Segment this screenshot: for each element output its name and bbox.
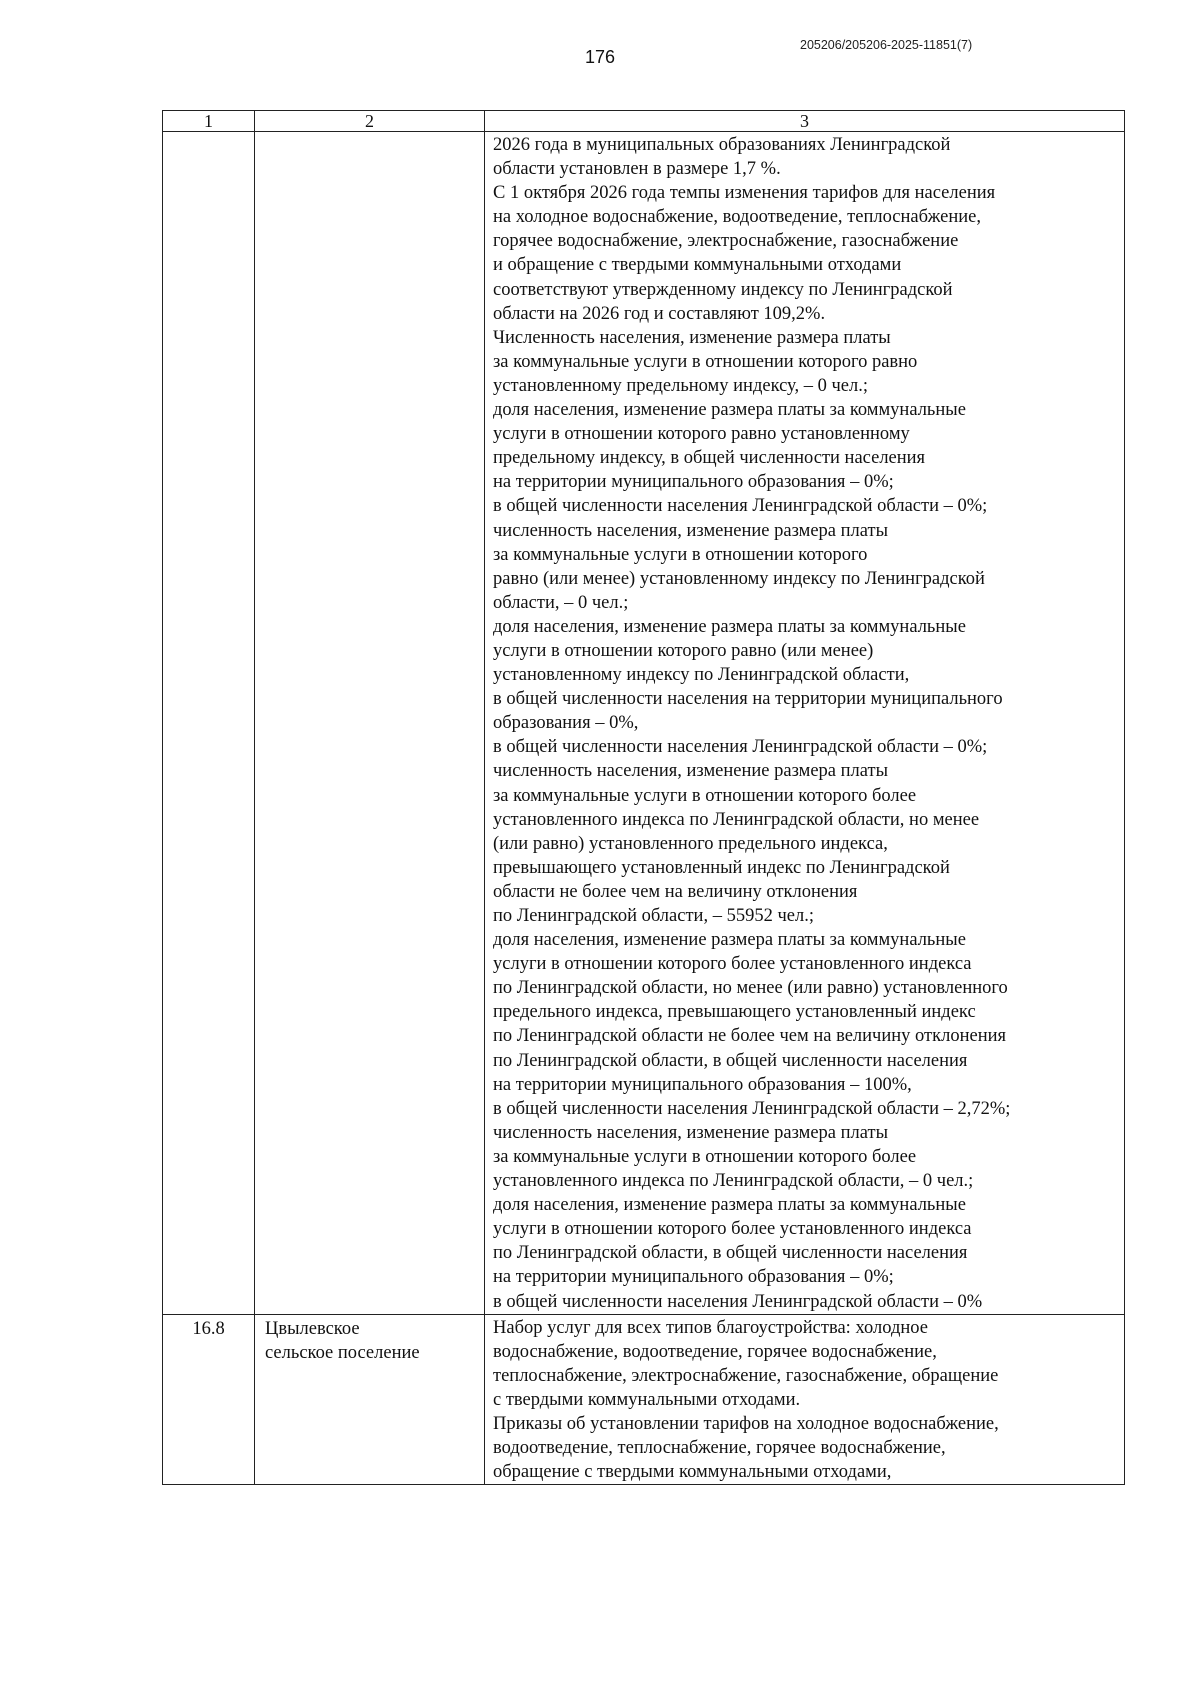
description-line: по Ленинградской области, в общей численности населения — [493, 1243, 968, 1264]
municipality-name-line: Цвылевское — [265, 1318, 360, 1339]
description-line: 2026 года в муниципальных образованиях Ленинградской — [493, 135, 951, 155]
description-line: соответствуют утвержденному индексу по Ленинградской — [493, 279, 953, 300]
row-number-cell — [163, 132, 255, 1315]
description-line: горячее водоснабжение, электроснабжение, газоснабжение — [493, 231, 959, 252]
description-line: за коммунальные услуги в отношении которого равно — [493, 351, 918, 372]
description-line: равно (или менее) установленному индексу по Ленинградской — [493, 568, 985, 589]
description-line: области, – 0 чел.; — [493, 592, 629, 613]
table-header-row — [163, 111, 1125, 132]
description-line: предельному индексу, в общей численности населения — [493, 448, 926, 469]
description-line: (или равно) установленного предельного индекса, — [493, 833, 888, 854]
description-cell — [485, 1314, 1125, 1485]
description-line: Приказы об установлении тарифов на холодное водоснабжение, — [493, 1413, 999, 1434]
description-line: Набор услуг для всех типов благоустройства: холодное — [493, 1317, 928, 1338]
description-line: в общей численности населения Ленинградской области – 2,72%; — [493, 1098, 1011, 1119]
description-line: доля населения, изменение размера платы за коммунальные — [493, 616, 966, 637]
description-line: услуги в отношении которого более установленного индекса — [493, 954, 972, 975]
header-col-3: 3 — [485, 111, 1125, 132]
document-code: 205206/205206-2025-11851(7) — [800, 38, 973, 52]
description-line: области на 2026 год и составляют 109,2%. — [493, 303, 826, 324]
municipality-name-cell — [255, 132, 485, 1315]
description-line: установленному предельному индексу, – 0 чел.; — [493, 375, 868, 396]
description-line: установленному индексу по Ленинградской области, — [493, 665, 910, 686]
table-body — [163, 132, 1125, 1485]
description-line: доля населения, изменение размера платы за коммунальные — [493, 1195, 966, 1216]
description-line: образования – 0%, — [493, 713, 639, 734]
row-number-cell — [163, 1314, 255, 1485]
description-line: услуги в отношении которого более установленного индекса — [493, 1219, 972, 1240]
description-line: численность населения, изменение размера платы — [493, 520, 888, 541]
description-line: и обращение с твердыми коммунальными отходами — [493, 255, 902, 276]
description-line: водоотведение, теплоснабжение, горячее водоснабжение, — [493, 1438, 946, 1459]
description-line: в общей численности населения Ленинградской области – 0%; — [493, 496, 988, 517]
description-line: с твердыми коммунальными отходами. — [493, 1389, 801, 1410]
description-line: на территории муниципального образования – 0%; — [493, 472, 894, 493]
row-number — [163, 132, 254, 134]
description-line: теплоснабжение, электроснабжение, газоснабжение, обращение — [493, 1365, 999, 1386]
description-text — [485, 132, 1124, 1314]
description-line: по Ленинградской области, в общей численности населения — [493, 1050, 968, 1071]
description-line: численность населения, изменение размера платы — [493, 1122, 888, 1143]
description-line: обращение с твердыми коммунальными отходами, — [493, 1462, 892, 1483]
description-line: превышающего установленный индекс по Ленинградской — [493, 857, 950, 878]
description-line: по Ленинградской области, но менее (или равно) установленного — [493, 978, 1008, 999]
description-line: за коммунальные услуги в отношении которого — [493, 544, 868, 565]
description-cell — [485, 132, 1125, 1315]
description-line: услуги в отношении которого равно установленному — [493, 424, 910, 445]
description-line: области установлен в размере 1,7 %. — [493, 159, 781, 180]
description-text — [485, 1315, 1124, 1485]
description-line: доля населения, изменение размера платы за коммунальные — [493, 930, 966, 951]
description-line: за коммунальные услуги в отношении которого более — [493, 785, 917, 806]
description-line: в общей численности населения Ленинградской области – 0%; — [493, 737, 988, 758]
municipality-name — [255, 132, 484, 134]
description-line: области не более чем на величину отклонения — [493, 881, 858, 902]
description-line: установленного индекса по Ленинградской области, но менее — [493, 809, 980, 830]
municipality-name — [255, 1315, 484, 1365]
description-line: на территории муниципального образования – 100%, — [493, 1074, 912, 1095]
municipality-name-line: сельское поселение — [265, 1342, 420, 1363]
header-col-1: 1 — [163, 111, 255, 132]
page-number: 176 — [584, 47, 616, 67]
table-row — [163, 1314, 1125, 1485]
header-col-2: 2 — [255, 111, 485, 132]
row-number: 16.8 — [192, 1318, 225, 1339]
description-line: численность населения, изменение размера платы — [493, 761, 888, 782]
description-line: Численность населения, изменение размера платы — [493, 327, 891, 348]
description-line: на территории муниципального образования – 0%; — [493, 1267, 894, 1288]
description-line: установленного индекса по Ленинградской области, – 0 чел.; — [493, 1171, 974, 1192]
description-line: по Ленинградской области не более чем на величину отклонения — [493, 1026, 1007, 1047]
description-line: водоснабжение, водоотведение, горячее водоснабжение, — [493, 1341, 937, 1362]
description-line: услуги в отношении которого равно (или менее) — [493, 640, 874, 661]
description-line: по Ленинградской области, – 55952 чел.; — [493, 906, 814, 926]
description-line: С 1 октября 2026 года темпы изменения тарифов для населения — [493, 183, 996, 204]
table-row — [163, 132, 1125, 1315]
municipality-name-cell — [255, 1314, 485, 1485]
main-table — [162, 110, 1125, 1485]
description-line: в общей численности населения на территории муниципального — [493, 689, 1003, 710]
description-line: на холодное водоснабжение, водоотведение, теплоснабжение, — [493, 207, 981, 228]
description-line: в общей численности населения Ленинградской области – 0% — [493, 1291, 983, 1312]
description-line: за коммунальные услуги в отношении которого более — [493, 1146, 917, 1167]
description-line: предельного индекса, превышающего установленный индекс — [493, 1002, 976, 1023]
description-line: доля населения, изменение размера платы за коммунальные — [493, 400, 966, 421]
